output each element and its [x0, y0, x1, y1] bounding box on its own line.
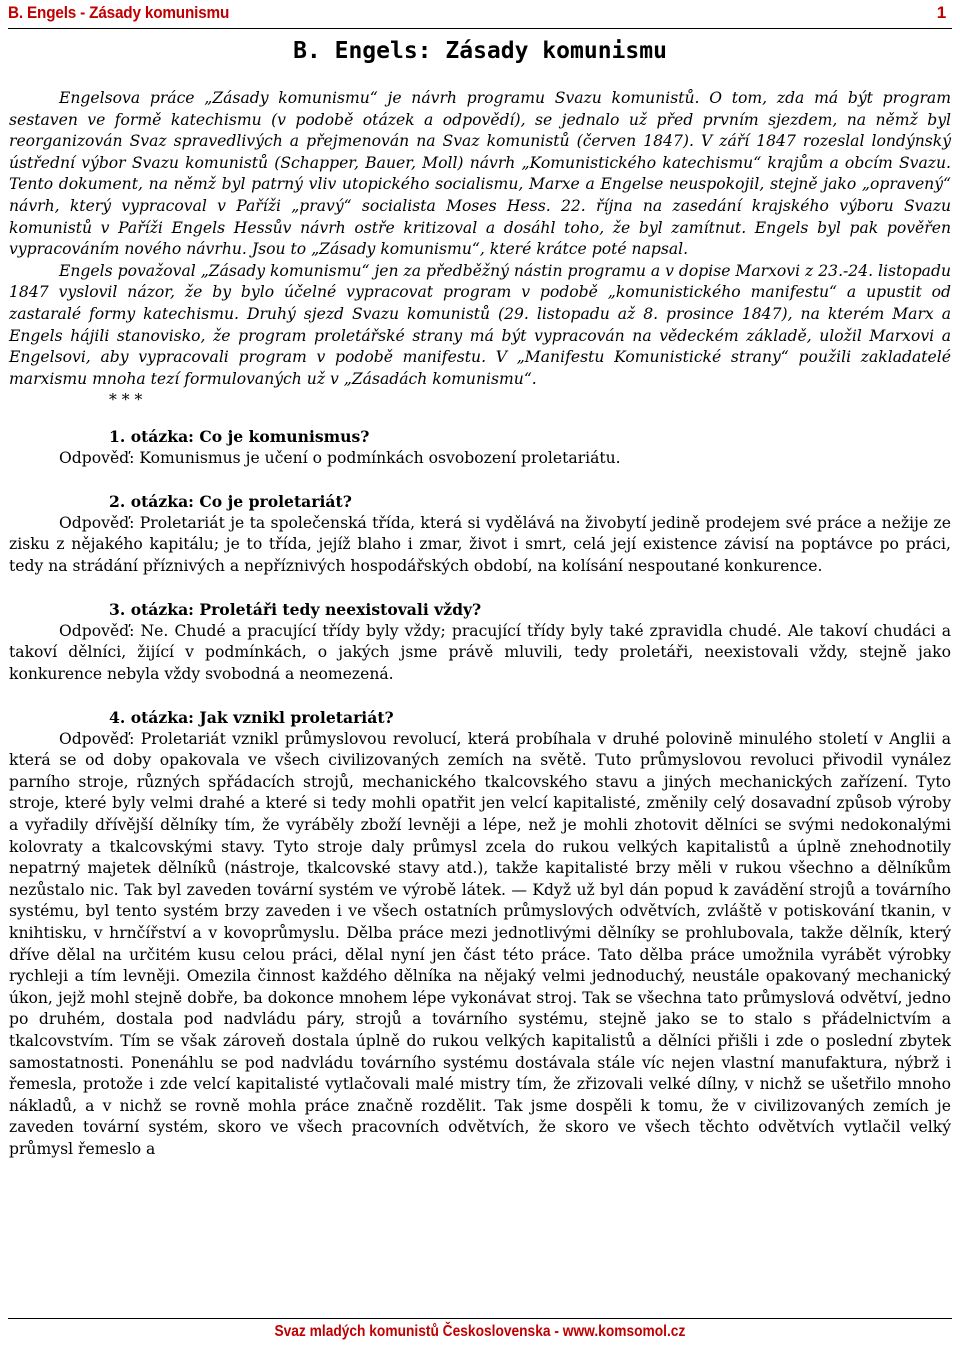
footer-rule — [8, 1318, 952, 1319]
qa-block — [9, 599, 951, 685]
answer-paragraph: Odpověď: Proletariát vznikl průmyslovou revolucí, která probíhala v druhé polovině minulého století v Anglii a která se od doby opakovala ve všech civilizovaných zemích na světě. Tuto průmyslovou revoluci přivodil vynález parního stroje, různých spřádacích strojů, mechanického tkalcovského stavu a jiných mechanických zařízení. Tyto stroje, které byly velmi drahé a které si tedy mohli opatřit jen velcí kapitalisté, změnily celý dosavadní způsob výroby a vyřadily dřívější dělníky tím, že vyráběly zboží levněji a lépe, než je mohli zhotovit dělníci se svými nedokonalými kolovraty a tkalcovskými stavy. Tyto stroje daly průmysl zcela do rukou velkých kapitalistů a úplně znehodnotily nepatrný majetek dělníků (nástroje, tkalcovské stavy atd.), takže kapitalisté brzy měli v rukou všechno a dělníkům nezůstalo nic. Tak byl zaveden tovární systém ve výrobě látek. — Když už byl dán popud k zavádění strojů a továrního systému, byl tento systém brzy zaveden i ve všech ostatních průmyslových odvětvích, zvláště v potiskování tkanin, v knihtisku, v hrnčířství a v kovoprůmyslu. Dělba práce mezi jednotlivými dělníky se prohlubovala, takže dělník, který dříve dělal na určitém kusu celou práci, dělal nyní jen část této práce. Tato dělba práce umožnila vyrábět výrobky rychleji a tím levněji. Omezila činnost každého dělníka na nějaký velmi jednoduchý, neustále opakovaný mechanický úkon, jejž mohl stejně dobře, ba dokonce mnohem lépe vykonávat stroj. Tak se všechna tato průmyslová odvětví, jedno po druhém, dostala pod nadvládu páry, strojů a továrního systému, stejně jako se to stalo s přádelnictvím a tkalcovstvím. Tím se však zároveň dostala úplně do rukou velkých kapitalistů a dělníci přišli i zde o poslední zbytek samostatnosti. Ponenáhlu se pod nadvládu továrního systému dostávala stále víc nejen vlastní manufaktura, nýbrž i řemesla, protože i zde velcí kapitalisté vytlačovali malé mistry tím, že zřizovali velké dílny, v nichž se ušetřilo mnoho nákladů, a v nichž se rovně mohla práce značně rozdělit. Tak jsme dospěli k tomu, že v civilizovaných zemích je zaveden tovární systém, skoro ve všech pracovních odvětvích, že skoro ve všech těchto odvětvích vytlačil velký průmysl řemeslo a — [9, 729, 951, 1158]
question-heading: 4. otázka: Jak vznikl proletariát? — [109, 708, 394, 728]
running-header — [8, 2, 952, 28]
page-footer — [0, 1323, 960, 1341]
qa-block — [9, 426, 951, 469]
header-rule — [8, 28, 952, 29]
intro-section — [9, 88, 951, 390]
page-number: 1 — [936, 3, 946, 22]
running-header-title: B. Engels - Zásady komunismu — [8, 3, 230, 22]
spacer — [9, 470, 951, 492]
answer-paragraph: Odpověď: Ne. Chudé a pracující třídy byly vždy; pracující třídy byly také zpravidla chudé. Ale takoví chudáci a takoví dělníci, žijící v podmínkách, o jakých jsme právě mluvili, tedy proletáři, neexistovali vždy, stejně jako konkurence nebyla vždy svobodná a neomezená. — [9, 621, 951, 683]
footer-text: Svaz mladých komunistů Československa - www.komsomol.cz — [274, 1323, 686, 1340]
intro-paragraph: Engelsova práce „Zásady komunismu“ je návrh programu Svazu komunistů. O tom, zda má být program sestaven ve formě katechismu (v podobě otázek a odpovědí), se jednalo už před prvním sjezdem, na němž byl reorganizován Svaz spravedlivých a přejmenován na Svaz komunistů (červen 1847). V září 1847 rozeslal londýnský ústřední výbor Svazu komunistů (Schapper, Bauer, Moll) návrh „Komunistického katechismu“ krajům a obcím Svazu. Tento dokument, na němž byl patrný vliv utopického socialismu, Marxe a Engelse neuspokojil, stejně jako „opravený“ návrh, který vypracoval v Paříži „pravý“ socialista Moses Hess. 22. října na zasedání krajského výboru Svazu komunistů v Paříži Engels Hessův návrh ostře kritizoval a dosáhl toho, že byl zamítnut. Engels byl pak pověřen vypracováním nového návrhu. Jsou to „Zásady komunismu“, které krátce poté napsal. — [9, 89, 951, 259]
question-heading: 2. otázka: Co je proletariát? — [109, 492, 352, 512]
question-heading: 1. otázka: Co je komunismus? — [109, 427, 370, 447]
answer-paragraph: Odpověď: Komunismus je učení o podmínkách osvobození proletariátu. — [59, 448, 621, 467]
intro-paragraph: Engels považoval „Zásady komunismu“ jen za předběžný nástin programu a v dopise Marxovi z 23.-24. listopadu 1847 vyslovil názor, že by bylo účelné vypracovat program v podobě „komunistického manifestu“ a upustit od zastaralé formy katechismu. Druhý sjezd Svazu komunistů (29. listopadu až 8. prosince 1847), na kterém Marx a Engels hájili stanovisko, že program proletářské strany má být vypracován na vědeckém základě, uložil Marxovi a Engelsovi, aby vypracovali program v podobě manifestu. V „Manifestu Komunistické strany“ použili zakladatelé marxismu mnoha tezí formulovaných už v „Zásadách komunismu“. — [9, 261, 951, 388]
qa-block — [9, 707, 951, 1160]
document-body — [9, 88, 951, 1161]
spacer — [9, 685, 951, 707]
spacer — [9, 577, 951, 599]
section-separator: * * * — [109, 391, 143, 410]
document-title: B. Engels: Zásady komunismu — [293, 38, 667, 64]
question-heading: 3. otázka: Proletáři tedy neexistovali vždy? — [109, 600, 482, 620]
answer-paragraph: Odpověď: Proletariát je ta společenská třída, která si vydělává na živobytí jedině prodejem své práce a nežije ze zisku z nějakého kapitálu; je to třída, jejíž blaho i zmar, život i smrt, celá její existence závisí na poptávce po práci, tedy na strádání příznivých a nepříznivých hospodářských období, na kolísání nespoutané konkurence. — [9, 513, 951, 575]
qa-block — [9, 491, 951, 577]
